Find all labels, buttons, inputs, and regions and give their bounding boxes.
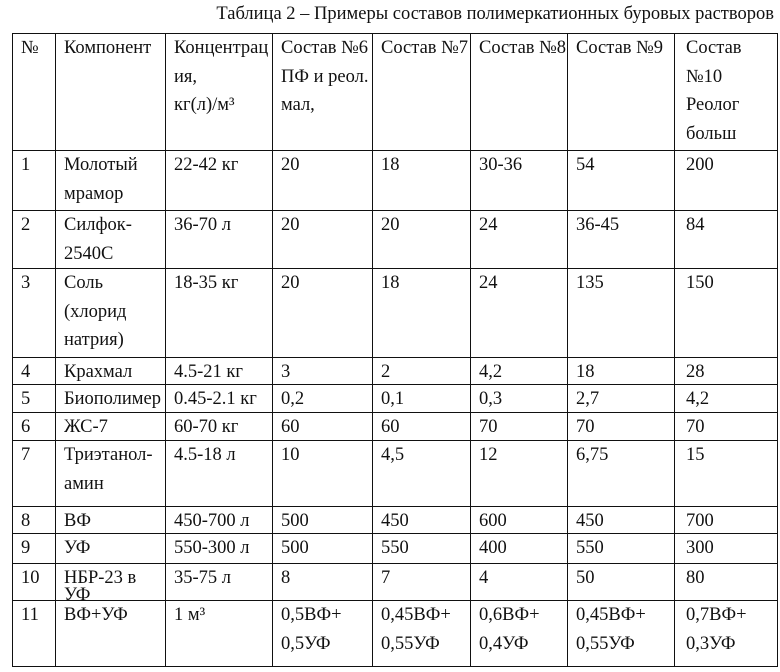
cell-line: 550 (381, 534, 470, 563)
row-6-composition-7 (373, 413, 471, 441)
row-6-composition-6 (273, 413, 373, 441)
cell-line: Состав №9 (576, 34, 674, 63)
row-8-composition-7 (373, 507, 471, 534)
cell-line: (хлорид (64, 298, 165, 327)
row-4-composition-7 (373, 358, 471, 385)
cell-line: 600 (479, 507, 567, 536)
row-8-composition-6 (273, 507, 373, 534)
compositions-table (12, 33, 778, 667)
cell-line: УФ (64, 587, 165, 604)
cell-line: 4,2 (479, 358, 567, 387)
row-5-composition-8 (471, 385, 568, 413)
row-2-number (13, 211, 56, 269)
row-2-composition-8 (471, 211, 568, 269)
cell-line: 150 (686, 269, 777, 298)
row-4-concentration (166, 358, 273, 385)
cell-line: 30-36 (479, 151, 567, 180)
cell-line: 70 (686, 413, 777, 442)
cell-line: УФ (64, 534, 165, 563)
cell-line: 0,7ВФ+ (686, 601, 777, 630)
row-7-composition-7 (373, 441, 471, 507)
row-1-composition-9 (568, 151, 675, 211)
cell-line: 18 (381, 269, 470, 298)
cell-line: 18-35 кг (174, 269, 272, 298)
cell-line: 0,3УФ (686, 630, 777, 659)
cell-line: 11 (21, 601, 55, 630)
row-1-number (13, 151, 56, 211)
header-concentration (166, 34, 273, 151)
cell-line: 450 (576, 507, 674, 536)
row-3-concentration (166, 269, 273, 358)
cell-line: 7 (21, 441, 55, 470)
cell-line: 70 (576, 413, 674, 442)
cell-line: 0.45-2.1 кг (174, 385, 272, 414)
row-7-concentration (166, 441, 273, 507)
cell-line: 7 (381, 570, 470, 587)
row-11-composition-6 (273, 601, 373, 667)
cell-line: 20 (281, 269, 372, 298)
row-5-number (13, 385, 56, 413)
row-8-composition-10 (675, 507, 778, 534)
cell-line: ия, (174, 63, 272, 92)
header-number (13, 34, 56, 151)
row-1-composition-6 (273, 151, 373, 211)
cell-line: 135 (576, 269, 674, 298)
cell-line: 400 (479, 534, 567, 563)
cell-line: 450-700 л (174, 507, 272, 536)
row-5-composition-10 (675, 385, 778, 413)
cell-line: Соль (64, 269, 165, 298)
cell-line: 60 (281, 413, 372, 442)
row-5-component (56, 385, 166, 413)
cell-line: 12 (479, 441, 567, 470)
row-8-number (13, 507, 56, 534)
cell-line: Компонент (64, 34, 165, 63)
cell-line: НБР-23 в (64, 570, 165, 587)
cell-line: 60 (381, 413, 470, 442)
cell-line: 8 (21, 507, 55, 536)
row-6-component (56, 413, 166, 441)
row-9-composition-10 (675, 534, 778, 564)
header-component (56, 34, 166, 151)
cell-line: 70 (479, 413, 567, 442)
cell-line: 0,2 (281, 385, 372, 414)
cell-line: Силфок- (64, 211, 165, 240)
cell-line: 24 (479, 211, 567, 240)
row-11-component (56, 601, 166, 667)
row-2-composition-6 (273, 211, 373, 269)
row-11-composition-7 (373, 601, 471, 667)
cell-line: 24 (479, 269, 567, 298)
row-3-composition-6 (273, 269, 373, 358)
cell-line: 6 (21, 413, 55, 442)
cell-line: 2540С (64, 240, 165, 269)
cell-line: 15 (686, 441, 777, 470)
header-composition-9 (568, 34, 675, 151)
cell-line: 0,6ВФ+ (479, 601, 567, 630)
cell-line: амин (64, 470, 165, 499)
row-7-composition-9 (568, 441, 675, 507)
cell-line: 3 (21, 269, 55, 298)
row-9-composition-6 (273, 534, 373, 564)
row-9-component (56, 534, 166, 564)
cell-line: ВФ+УФ (64, 601, 165, 630)
row-11-composition-9 (568, 601, 675, 667)
row-7-composition-8 (471, 441, 568, 507)
cell-line: 5 (21, 385, 55, 414)
row-6-composition-10 (675, 413, 778, 441)
cell-line: 550 (576, 534, 674, 563)
cell-line: 500 (281, 534, 372, 563)
row-4-component (56, 358, 166, 385)
row-2-component (56, 211, 166, 269)
cell-line: 2,7 (576, 385, 674, 414)
cell-line: мрамор (64, 180, 165, 209)
cell-line: мал, (281, 91, 372, 120)
cell-line: 4 (21, 358, 55, 387)
row-1-composition-10 (675, 151, 778, 211)
row-3-component (56, 269, 166, 358)
cell-line: 36-70 л (174, 211, 272, 240)
cell-line: 10 (21, 570, 55, 587)
row-10-composition-10 (675, 564, 778, 601)
row-1-composition-7 (373, 151, 471, 211)
cell-line: ВФ (64, 507, 165, 536)
cell-line: 4.5-18 л (174, 441, 272, 470)
row-7-composition-10 (675, 441, 778, 507)
row-5-composition-6 (273, 385, 373, 413)
cell-line: Состав №7 (381, 34, 470, 63)
cell-line: 1 (21, 151, 55, 180)
row-11-number (13, 601, 56, 667)
cell-line: Состав №6 (281, 34, 372, 63)
cell-line: 0,55УФ (576, 630, 674, 659)
cell-line: 0,45ВФ+ (576, 601, 674, 630)
cell-line: 4.5-21 кг (174, 358, 272, 387)
cell-line: 0,5УФ (281, 630, 372, 659)
cell-line: 20 (281, 151, 372, 180)
cell-line: 200 (686, 151, 777, 180)
row-1-composition-8 (471, 151, 568, 211)
row-10-composition-6 (273, 564, 373, 601)
cell-line: 0,4УФ (479, 630, 567, 659)
cell-line: 18 (576, 358, 674, 387)
row-3-composition-10 (675, 269, 778, 358)
row-3-composition-9 (568, 269, 675, 358)
row-2-composition-10 (675, 211, 778, 269)
row-3-composition-8 (471, 269, 568, 358)
cell-line: Крахмал (64, 358, 165, 387)
cell-line: 0,5ВФ+ (281, 601, 372, 630)
row-10-composition-8 (471, 564, 568, 601)
row-2-composition-9 (568, 211, 675, 269)
cell-line: 450 (381, 507, 470, 536)
cell-line: 10 (281, 441, 372, 470)
row-10-composition-7 (373, 564, 471, 601)
cell-line: 300 (686, 534, 777, 563)
row-4-number (13, 358, 56, 385)
row-8-component (56, 507, 166, 534)
cell-line: 0,3 (479, 385, 567, 414)
header-composition-10 (675, 34, 778, 151)
row-11-concentration (166, 601, 273, 667)
cell-line: 500 (281, 507, 372, 536)
row-5-composition-9 (568, 385, 675, 413)
cell-line: 4,5 (381, 441, 470, 470)
cell-line: 80 (686, 570, 777, 587)
row-5-composition-7 (373, 385, 471, 413)
cell-line: № (21, 34, 55, 63)
header-composition-6 (273, 34, 373, 151)
row-3-number (13, 269, 56, 358)
cell-line: 4 (479, 570, 567, 587)
cell-line: 550-300 л (174, 534, 272, 563)
cell-line: 0,1 (381, 385, 470, 414)
row-9-number (13, 534, 56, 564)
cell-line: 20 (381, 211, 470, 240)
cell-line: 18 (381, 151, 470, 180)
cell-line: 20 (281, 211, 372, 240)
row-9-composition-7 (373, 534, 471, 564)
cell-line: 35-75 л (174, 570, 272, 587)
header-composition-8 (471, 34, 568, 151)
row-8-composition-9 (568, 507, 675, 534)
cell-line: 1 м³ (174, 601, 272, 630)
row-3-composition-7 (373, 269, 471, 358)
cell-line: Биополимер (64, 385, 165, 414)
cell-line: №10 (686, 63, 777, 92)
row-10-component (56, 564, 166, 601)
row-9-concentration (166, 534, 273, 564)
row-7-number (13, 441, 56, 507)
cell-line: 36-45 (576, 211, 674, 240)
cell-line: 50 (576, 570, 674, 587)
row-2-composition-7 (373, 211, 471, 269)
cell-line: натрия) (64, 326, 165, 355)
row-6-composition-9 (568, 413, 675, 441)
cell-line: 700 (686, 507, 777, 536)
cell-line: ЖС-7 (64, 413, 165, 442)
cell-line: 2 (21, 211, 55, 240)
cell-line: 3 (281, 358, 372, 387)
cell-line: 6,75 (576, 441, 674, 470)
row-9-composition-9 (568, 534, 675, 564)
row-6-concentration (166, 413, 273, 441)
cell-line: Состав (686, 34, 777, 63)
cell-line: кг(л)/м³ (174, 91, 272, 120)
row-1-component (56, 151, 166, 211)
row-7-composition-6 (273, 441, 373, 507)
row-4-composition-9 (568, 358, 675, 385)
cell-line: Молотый (64, 151, 165, 180)
cell-line: Реолог (686, 91, 777, 120)
row-10-composition-9 (568, 564, 675, 601)
row-10-concentration (166, 564, 273, 601)
row-2-concentration (166, 211, 273, 269)
row-7-component (56, 441, 166, 507)
cell-line: 8 (281, 570, 372, 587)
cell-line: Состав №8 (479, 34, 567, 63)
row-9-composition-8 (471, 534, 568, 564)
cell-line: 22-42 кг (174, 151, 272, 180)
row-4-composition-8 (471, 358, 568, 385)
row-4-composition-6 (273, 358, 373, 385)
cell-line: 60-70 кг (174, 413, 272, 442)
cell-line: 0,45ВФ+ (381, 601, 470, 630)
row-5-concentration (166, 385, 273, 413)
row-10-number (13, 564, 56, 601)
row-8-concentration (166, 507, 273, 534)
row-11-composition-10 (675, 601, 778, 667)
cell-line: ПФ и реол. (281, 63, 372, 92)
cell-line: 84 (686, 211, 777, 240)
row-4-composition-10 (675, 358, 778, 385)
row-6-composition-8 (471, 413, 568, 441)
cell-line: 2 (381, 358, 470, 387)
cell-line: Триэтанол- (64, 441, 165, 470)
table-caption: Таблица 2 – Примеры составов полимеркатионных буровых растворов (216, 3, 774, 25)
cell-line: 9 (21, 534, 55, 563)
cell-line: 28 (686, 358, 777, 387)
cell-line: 4,2 (686, 385, 777, 414)
row-6-number (13, 413, 56, 441)
cell-line: Концентрац (174, 34, 272, 63)
cell-line: 0,55УФ (381, 630, 470, 659)
cell-line: больш (686, 120, 777, 149)
row-1-concentration (166, 151, 273, 211)
header-composition-7 (373, 34, 471, 151)
cell-line: 54 (576, 151, 674, 180)
row-8-composition-8 (471, 507, 568, 534)
row-11-composition-8 (471, 601, 568, 667)
